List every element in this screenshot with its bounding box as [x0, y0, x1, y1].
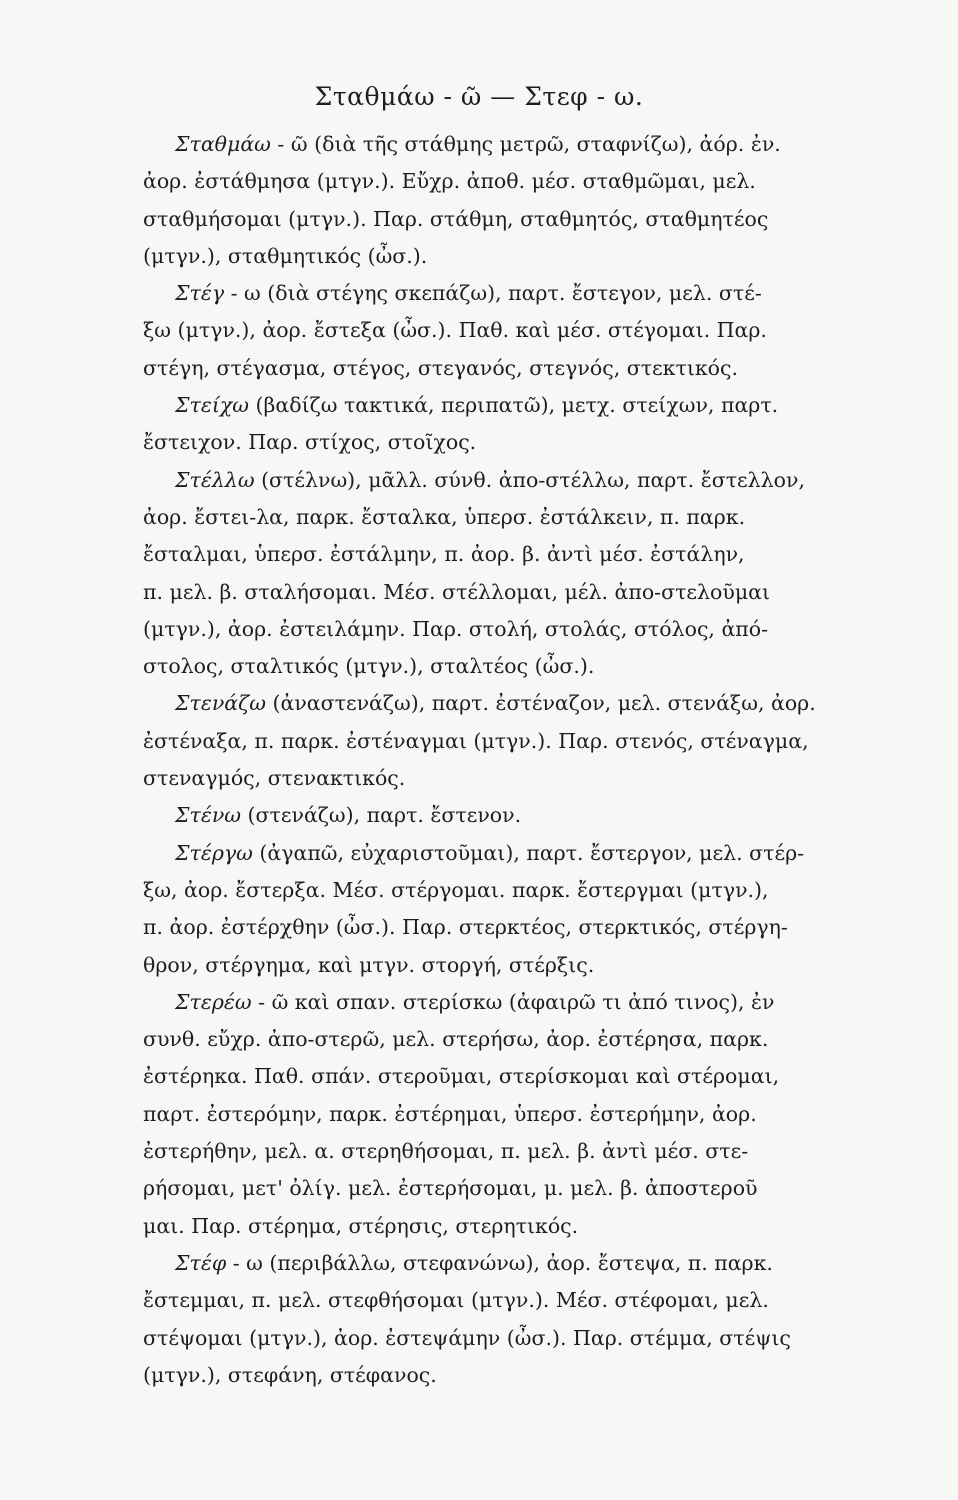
entry-continuation-line: [143, 872, 823, 909]
line-text: μαι. Παρ. στέρημα, στέρησις, στερητικός.: [143, 1213, 579, 1238]
line-text: - ω (διὰ στέγης σκεπάζω), παρτ. ἔστεγον, μελ. στέ-: [224, 281, 762, 306]
entry-lemma: Στείχω: [175, 393, 250, 418]
line-text: π. ἀορ. ἐστέρχθην (ὦσ.). Παρ. στερκτέος, στερκτικός, στέργη-: [143, 915, 788, 940]
entry-continuation-line: [143, 1357, 823, 1394]
entry-continuation-line: [143, 1320, 823, 1357]
line-text: ἀορ. ἐστάθμησα (μτγν.). Εὔχρ. ἀποθ. μέσ. σταθμῶμαι, μελ.: [143, 169, 756, 194]
line-text: ἐστέρηκα. Παθ. σπάν. στεροῦμαι, στερίσκομαι καὶ στέρομαι,: [143, 1064, 780, 1089]
line-text: στέγη, στέγασμα, στέγος, στεγανός, στεγνός, στεκτικός.: [143, 355, 739, 380]
entry-continuation-line: [143, 350, 823, 387]
line-text: - ῶ (διὰ τῆς στάθμης μετρῶ, σταφνίζω), ἀόρ. ἐν.: [270, 132, 781, 156]
running-head: Σταθμάω - ῶ — Στεφ - ω.: [314, 82, 644, 111]
entry-start-line: [143, 797, 823, 834]
line-text: ξω, ἀορ. ἔστερξα. Μέσ. στέργομαι. παρκ. ἔστεργμαι (μτγν.),: [143, 877, 769, 902]
entry-lemma: Στέργω: [175, 840, 253, 865]
entry-continuation-line: [143, 201, 823, 238]
line-text: στέψομαι (μτγν.), ἀορ. ἐστεψάμην (ὦσ.). Παρ. στέμμα, στέψις: [143, 1325, 791, 1350]
line-text: ἔστεμμαι, π. μελ. στεφθήσομαι (μτγν.). Μέσ. στέφομαι, μελ.: [143, 1288, 769, 1313]
line-text: (βαδίζω τακτικά, περιπατῶ), μετχ. στείχων, παρτ.: [249, 393, 779, 418]
entry-continuation-line: [143, 648, 823, 685]
entry-continuation-line: [143, 723, 823, 760]
entry-start-line: [143, 462, 823, 499]
line-text: ἐστερήθην, μελ. α. στερηθήσομαι, π. μελ. β. ἀντὶ μέσ. στε-: [143, 1139, 749, 1164]
entry-continuation-line: [143, 163, 823, 200]
entry-continuation-line: [143, 909, 823, 946]
line-text: ἐστέναξα, π. παρκ. ἐστέναγμαι (μτγν.). Παρ. στενός, στέναγμα,: [143, 728, 809, 753]
entry-continuation-line: [143, 1282, 823, 1319]
entry-start-line: [143, 835, 823, 872]
line-text: ξω (μτγν.), ἀορ. ἔστεξα (ὦσ.). Παθ. καὶ μέσ. στέγομαι. Παρ.: [143, 318, 767, 343]
entry-start-line: [143, 1245, 823, 1282]
entry-continuation-line: [143, 1021, 823, 1058]
entry-start-line: [143, 984, 823, 1021]
entry-lemma: Σταθμάω: [175, 132, 271, 156]
entry-lemma: Στέλλω: [175, 467, 255, 492]
line-text: θρον, στέργημα, καὶ μτγν. στοργή, στέρξις.: [143, 952, 595, 977]
dictionary-body: [143, 126, 823, 1394]
entry-continuation-line: [143, 499, 823, 536]
entry-continuation-line: [143, 947, 823, 984]
entry-continuation-line: [143, 1133, 823, 1170]
line-text: - ω (περιβάλλω, στεφανώνω), ἀορ. ἔστεψα, π. παρκ.: [226, 1250, 773, 1275]
line-text: (ἀγαπῶ, εὐχαριστοῦμαι), παρτ. ἔστεργον, μελ. στέρ-: [252, 840, 805, 865]
line-text: ἀορ. ἔστει-λα, παρκ. ἔσταλκα, ὑπερσ. ἐστάλκειν, π. παρκ.: [143, 504, 746, 529]
line-text: (μτγν.), στεφάνη, στέφανος.: [143, 1362, 437, 1387]
entry-start-line: [143, 387, 823, 424]
line-text: (στενάζω), παρτ. ἔστενον.: [241, 803, 522, 828]
line-text: (στέλνω), μᾶλλ. σύνθ. ἀπο-στέλλω, παρτ. ἔστελλον,: [254, 467, 805, 492]
line-text: ἔσταλμαι, ὑπερσ. ἐστάλμην, π. ἀορ. β. ἀντὶ μέσ. ἐστάλην,: [143, 542, 745, 567]
entry-start-line: [143, 126, 823, 163]
line-text: συνθ. εὔχρ. ἀπο-στερῶ, μελ. στερήσω, ἀορ. ἐστέρησα, παρκ.: [143, 1027, 769, 1052]
entry-start-line: [143, 685, 823, 722]
line-text: στολος, σταλτικός (μτγν.), σταλτέος (ὦσ.).: [143, 654, 595, 679]
line-text: ρήσομαι, μετ' ὀλίγ. μελ. ἐστερήσομαι, μ. μελ. β. ἀποστεροῦ: [143, 1176, 758, 1201]
entry-continuation-line: [143, 1170, 823, 1207]
entry-continuation-line: [143, 1096, 823, 1133]
entry-continuation-line: [143, 536, 823, 573]
line-text: (μτγν.), ἀορ. ἐστειλάμην. Παρ. στολή, στολάς, στόλος, ἀπό-: [143, 616, 769, 641]
line-text: σταθμήσομαι (μτγν.). Παρ. στάθμη, σταθμητός, σταθμητέος: [143, 206, 769, 231]
entry-continuation-line: [143, 760, 823, 797]
entry-lemma: Στερέω: [175, 989, 252, 1014]
entry-lemma: Στέφ: [175, 1250, 227, 1275]
line-text: στεναγμός, στενακτικός.: [143, 766, 406, 791]
entry-continuation-line: [143, 574, 823, 611]
entry-continuation-line: [143, 238, 823, 275]
line-text: ἔστειχον. Παρ. στίχος, στοῖχος.: [143, 430, 477, 455]
line-text: π. μελ. β. σταλήσομαι. Μέσ. στέλλομαι, μέλ. ἀπο-στελοῦμαι: [143, 579, 771, 604]
line-text: παρτ. ἐστερόμην, παρκ. ἐστέρημαι, ὑπερσ. ἐστερήμην, ἀορ.: [143, 1101, 757, 1126]
entry-lemma: Στένω: [175, 803, 242, 828]
entry-continuation-line: [143, 611, 823, 648]
entry-continuation-line: [143, 1208, 823, 1245]
entry-start-line: [143, 275, 823, 312]
line-text: (ἀναστενάζω), παρτ. ἐστέναζον, μελ. στενάξω, ἀορ.: [265, 691, 816, 716]
entry-lemma: Στέγ: [175, 281, 225, 306]
entry-continuation-line: [143, 312, 823, 349]
entry-continuation-line: [143, 424, 823, 461]
entry-lemma: Στενάζω: [175, 691, 266, 716]
entry-continuation-line: [143, 1058, 823, 1095]
line-text: (μτγν.), σταθμητικός (ὦσ.).: [143, 243, 428, 268]
line-text: - ῶ καὶ σπαν. στερίσκω (ἀφαιρῶ τι ἀπό τινος), ἐν: [251, 989, 775, 1014]
